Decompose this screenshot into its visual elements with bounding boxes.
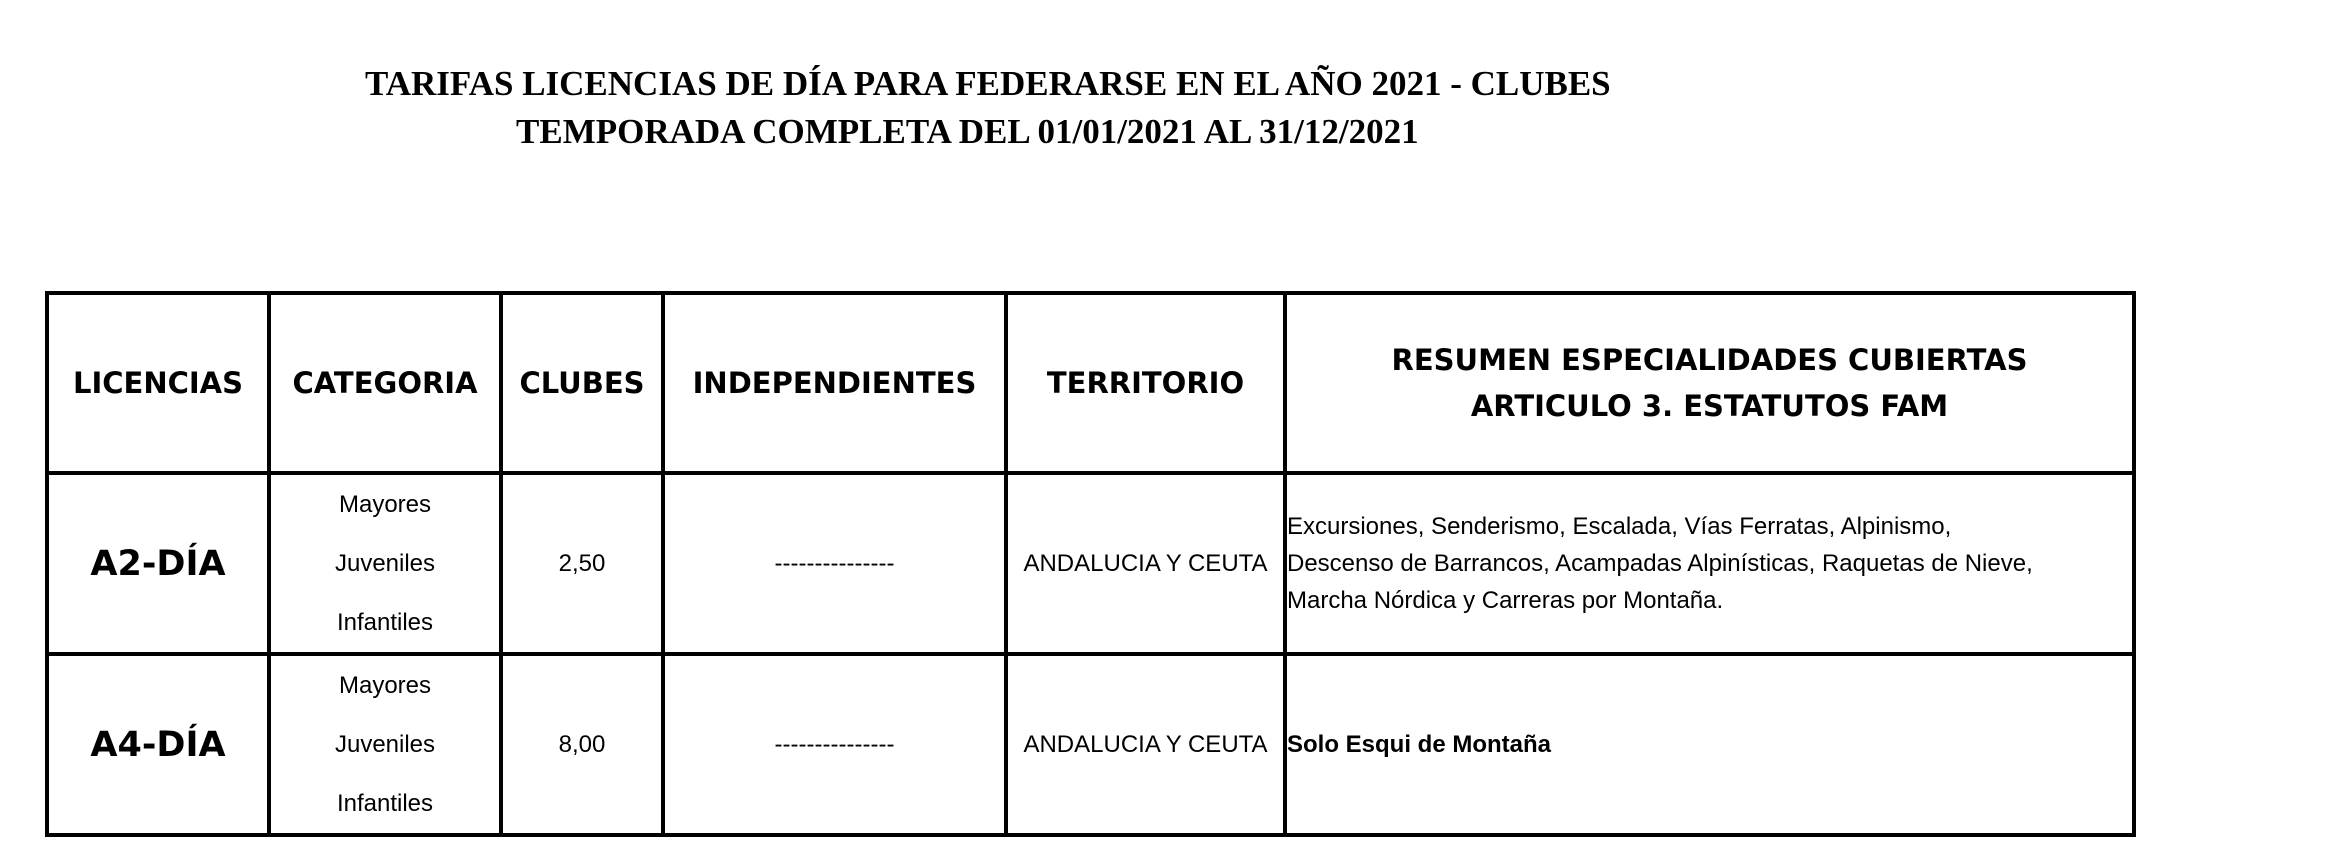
table-header-row (47, 293, 2134, 473)
licenses-table (45, 291, 2136, 837)
categoria-item: Juveniles (334, 550, 436, 577)
categoria-item: Juveniles (334, 731, 436, 758)
resumen-line: Descenso de Barrancos, Acampadas Alpinísticas, Raquetas de Nieve, (1287, 550, 2033, 577)
licencia-cell: A4-DÍA (47, 654, 269, 835)
licencia-cell: A2-DÍA (47, 473, 269, 654)
header-resumen-line2: ARTICULO 3. ESTATUTOS FAM (1470, 389, 1949, 423)
header-resumen-line1: RESUMEN ESPECIALIDADES CUBIERTAS (1391, 343, 2028, 377)
table-row (47, 473, 2134, 654)
resumen-line: Solo Esqui de Montaña (1287, 731, 1552, 758)
header-clubes: CLUBES (501, 293, 663, 473)
categoria-item: Mayores (338, 672, 432, 699)
independientes-cell: --------------- (663, 473, 1006, 654)
header-categoria: CATEGORIA (269, 293, 501, 473)
territorio-cell: ANDALUCIA Y CEUTA (1006, 654, 1285, 835)
header-resumen (1285, 293, 2134, 473)
resumen-line: Marcha Nórdica y Carreras por Montaña. (1287, 587, 1724, 614)
resumen-cell (1285, 654, 2134, 835)
table-row (47, 654, 2134, 835)
page-subtitle: TEMPORADA COMPLETA DEL 01/01/2021 AL 31/12/2021 (516, 112, 1419, 151)
territorio-cell: ANDALUCIA Y CEUTA (1006, 473, 1285, 654)
header-independientes: INDEPENDIENTES (663, 293, 1006, 473)
categoria-cell (269, 654, 501, 835)
header-licencias: LICENCIAS (47, 293, 269, 473)
independientes-cell: --------------- (663, 654, 1006, 835)
categoria-item: Infantiles (336, 609, 434, 636)
page-title: TARIFAS LICENCIAS DE DÍA PARA FEDERARSE EN EL AÑO 2021 - CLUBES (365, 64, 1611, 103)
header-territorio: TERRITORIO (1006, 293, 1285, 473)
clubes-cell: 8,00 (501, 654, 663, 835)
categoria-item: Mayores (338, 491, 432, 518)
categoria-cell (269, 473, 501, 654)
categoria-item: Infantiles (336, 790, 434, 817)
resumen-cell (1285, 473, 2134, 654)
clubes-cell: 2,50 (501, 473, 663, 654)
resumen-line: Excursiones, Senderismo, Escalada, Vías Ferratas, Alpinismo, (1287, 513, 1952, 540)
